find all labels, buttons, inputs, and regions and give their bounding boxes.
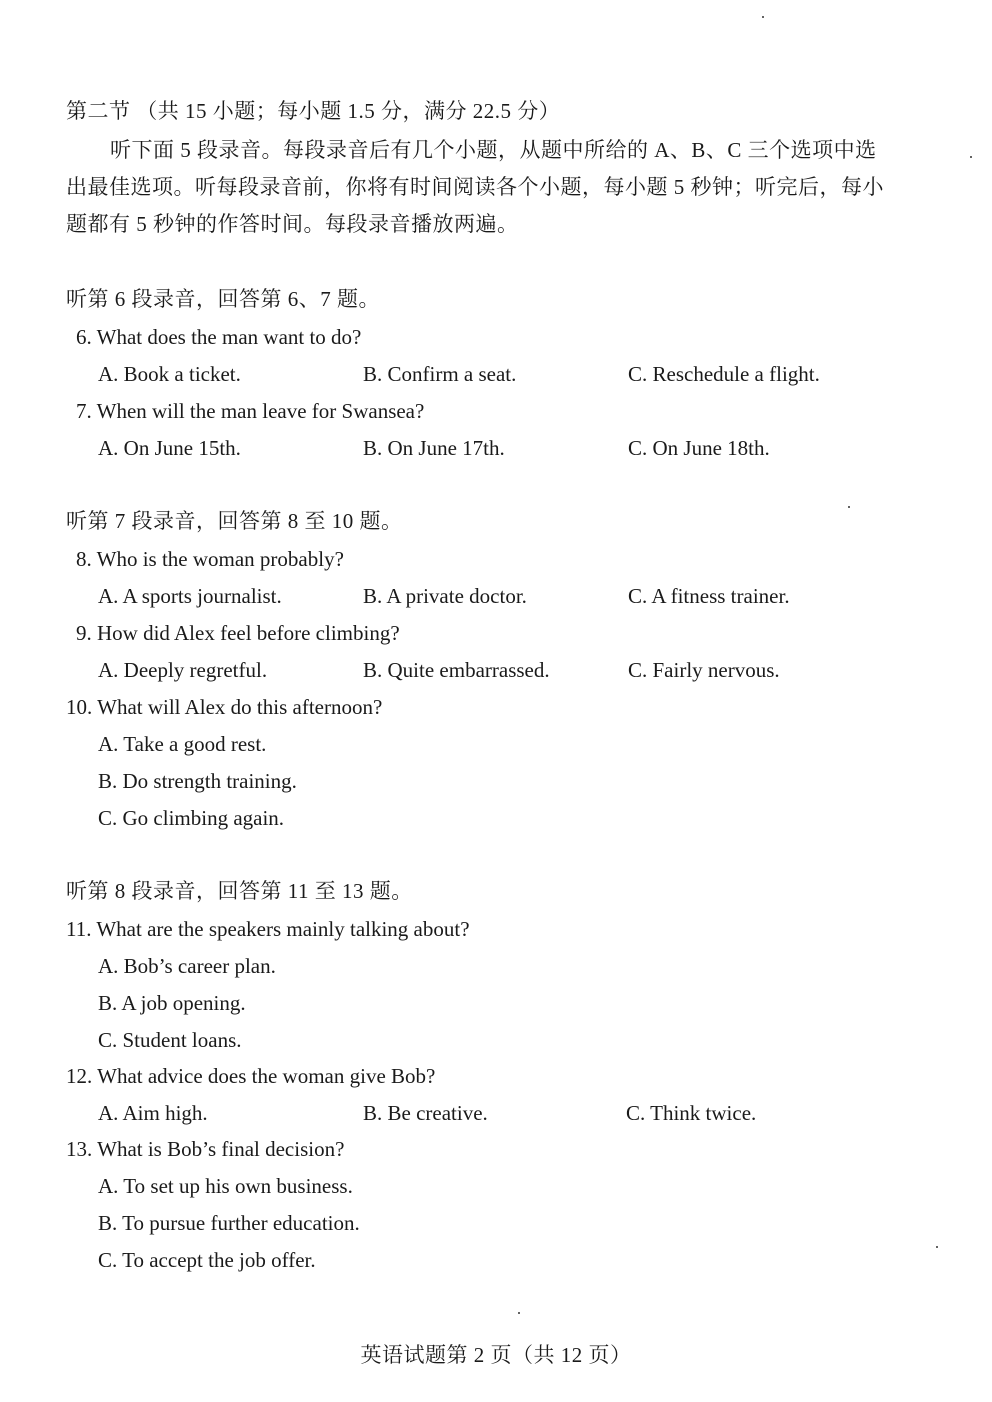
scan-speck xyxy=(848,506,850,508)
question-7-option-b: B. On June 17th. xyxy=(363,436,505,460)
question-8-option-a: A. A sports journalist. xyxy=(98,584,282,608)
question-13-option-b: B. To pursue further education. xyxy=(98,1211,360,1235)
question-9-option-c: C. Fairly nervous. xyxy=(628,658,780,682)
question-11-option-a: A. Bob’s career plan. xyxy=(98,954,276,978)
question-6-option-c: C. Reschedule a flight. xyxy=(628,362,820,386)
group-header-6: 听第 6 段录音，回答第 6、7 题。 xyxy=(66,287,380,311)
scan-speck xyxy=(518,1312,520,1314)
question-12-option-c: C. Think twice. xyxy=(626,1101,757,1125)
question-11-option-c: C. Student loans. xyxy=(98,1028,242,1052)
question-8-option-c: C. A fitness trainer. xyxy=(628,584,790,608)
instruction-line-1: 听下面 5 段录音。每段录音后有几个小题，从题中所给的 A、B、C 三个选项中选 xyxy=(110,138,877,162)
group-header-8: 听第 8 段录音，回答第 11 至 13 题。 xyxy=(66,879,413,903)
instruction-line-2: 出最佳选项。听每段录音前，你将有时间阅读各个小题，每小题 5 秒钟；听完后，每小 xyxy=(66,175,884,199)
question-10-stem: 10. What will Alex do this afternoon? xyxy=(66,695,383,719)
scan-speck xyxy=(936,1246,938,1248)
question-6-option-a: A. Book a ticket. xyxy=(98,362,241,386)
question-11-option-b: B. A job opening. xyxy=(98,991,246,1015)
instruction-line-3: 题都有 5 秒钟的作答时间。每段录音播放两遍。 xyxy=(66,212,519,236)
question-10-option-b: B. Do strength training. xyxy=(98,769,297,793)
question-9-option-b: B. Quite embarrassed. xyxy=(363,658,550,682)
page-footer: 英语试题第 2 页（共 12 页） xyxy=(360,1343,632,1367)
group-header-7: 听第 7 段录音，回答第 8 至 10 题。 xyxy=(66,509,403,533)
question-7-option-c: C. On June 18th. xyxy=(628,436,770,460)
question-10-option-a: A. Take a good rest. xyxy=(98,732,267,756)
question-7-option-a: A. On June 15th. xyxy=(98,436,241,460)
question-7-stem: 7. When will the man leave for Swansea? xyxy=(76,399,425,423)
question-10-option-c: C. Go climbing again. xyxy=(98,806,285,830)
question-13-option-c: C. To accept the job offer. xyxy=(98,1248,316,1272)
question-8-option-b: B. A private doctor. xyxy=(363,584,527,608)
question-8-stem: 8. Who is the woman probably? xyxy=(76,547,344,571)
question-13-stem: 13. What is Bob’s final decision? xyxy=(66,1137,345,1161)
question-6-stem: 6. What does the man want to do? xyxy=(76,325,362,349)
question-12-option-a: A. Aim high. xyxy=(98,1101,208,1125)
question-12-option-b: B. Be creative. xyxy=(363,1101,488,1125)
scan-speck xyxy=(970,156,972,158)
question-12-stem: 12. What advice does the woman give Bob? xyxy=(66,1064,436,1088)
question-11-stem: 11. What are the speakers mainly talking about? xyxy=(66,917,470,941)
section-heading: 第二节 （共 15 小题；每小题 1.5 分，满分 22.5 分） xyxy=(66,99,561,123)
question-6-option-b: B. Confirm a seat. xyxy=(363,362,517,386)
question-13-option-a: A. To set up his own business. xyxy=(98,1174,353,1198)
question-9-option-a: A. Deeply regretful. xyxy=(98,658,268,682)
question-9-stem: 9. How did Alex feel before climbing? xyxy=(76,621,400,645)
scan-speck xyxy=(762,16,764,18)
